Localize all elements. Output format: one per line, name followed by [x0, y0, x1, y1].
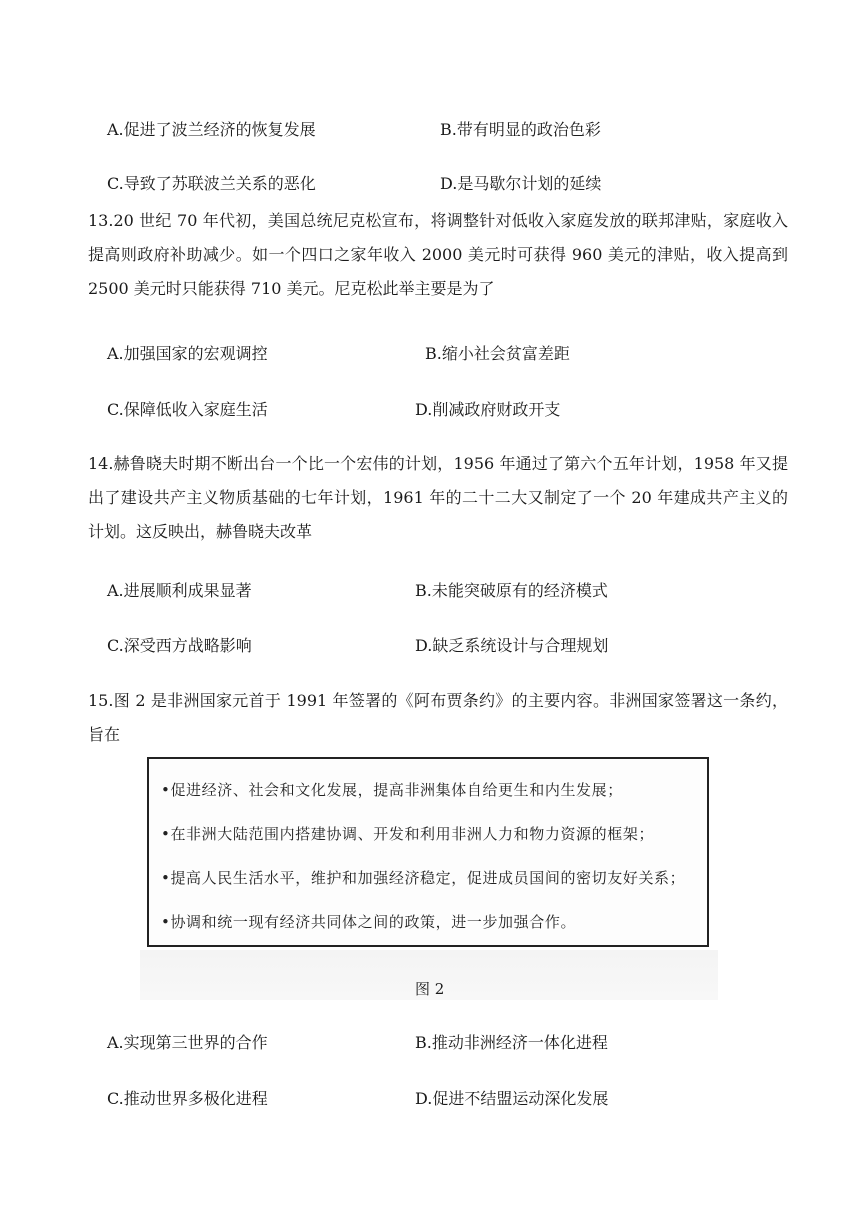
q13-option-b: B.缩小社会贫富差距	[425, 344, 570, 363]
q15-option-a: A.实现第三世界的合作	[107, 1033, 268, 1052]
q15-stem: 15.图 2 是非洲国家元首于 1991 年签署的《阿布贾条约》的主要内容。非洲国家签署这一条约，旨在	[88, 691, 788, 744]
figure-item: •促进经济、社会和文化发展，提高非洲集体自给更生和内生发展；	[161, 781, 623, 799]
figure-caption: 图 2	[415, 980, 445, 998]
q12-option-d: D.是马歇尔计划的延续	[440, 174, 602, 193]
q13-stem: 13.20 世纪 70 年代初，美国总统尼克松宣布，将调整针对低收入家庭发放的联邦津贴，家庭收入提高则政府补助减少。如一个四口之家年收入 2000 美元时可获得 960 美元的津贴，收入提高到 2500 美元时只能获得 710 美元。尼克松此举主要是为了	[88, 211, 788, 298]
figure-item: •协调和统一现有经济共同体之间的政策，进一步加强合作。	[161, 913, 577, 931]
q13-option-a: A.加强国家的宏观调控	[107, 344, 268, 363]
figure-item: •提高人民生活水平，维护和加强经济稳定，促进成员国间的密切友好关系；	[161, 869, 686, 887]
q13-option-d: D.削减政府财政开支	[415, 400, 561, 419]
q14-option-a: A.进展顺利成果显著	[107, 581, 252, 600]
q15-option-d: D.促进不结盟运动深化发展	[415, 1089, 609, 1108]
q14-option-d: D.缺乏系统设计与合理规划	[415, 636, 609, 655]
q15-option-b: B.推动非洲经济一体化进程	[415, 1033, 608, 1052]
q14-option-c: C.深受西方战略影响	[107, 636, 252, 655]
figure-2-box	[147, 757, 709, 947]
figure-item: •在非洲大陆范围内搭建协调、开发和利用非洲人力和物力资源的框架；	[161, 825, 655, 843]
q12-option-a: A.促进了波兰经济的恢复发展	[107, 120, 316, 139]
q12-option-c: C.导致了苏联波兰关系的恶化	[107, 174, 316, 193]
q15-option-c: C.推动世界多极化进程	[107, 1089, 268, 1108]
q12-option-b: B.带有明显的政治色彩	[440, 120, 601, 139]
q13-option-c: C.保障低收入家庭生活	[107, 400, 268, 419]
q14-stem: 14.赫鲁晓夫时期不断出台一个比一个宏伟的计划，1956 年通过了第六个五年计划，1958 年又提出了建设共产主义物质基础的七年计划，1961 年的二十二大又制定了一个 20 年建成共产主义的计划。这反映出，赫鲁晓夫改革	[88, 454, 788, 541]
q14-option-b: B.未能突破原有的经济模式	[415, 581, 608, 600]
